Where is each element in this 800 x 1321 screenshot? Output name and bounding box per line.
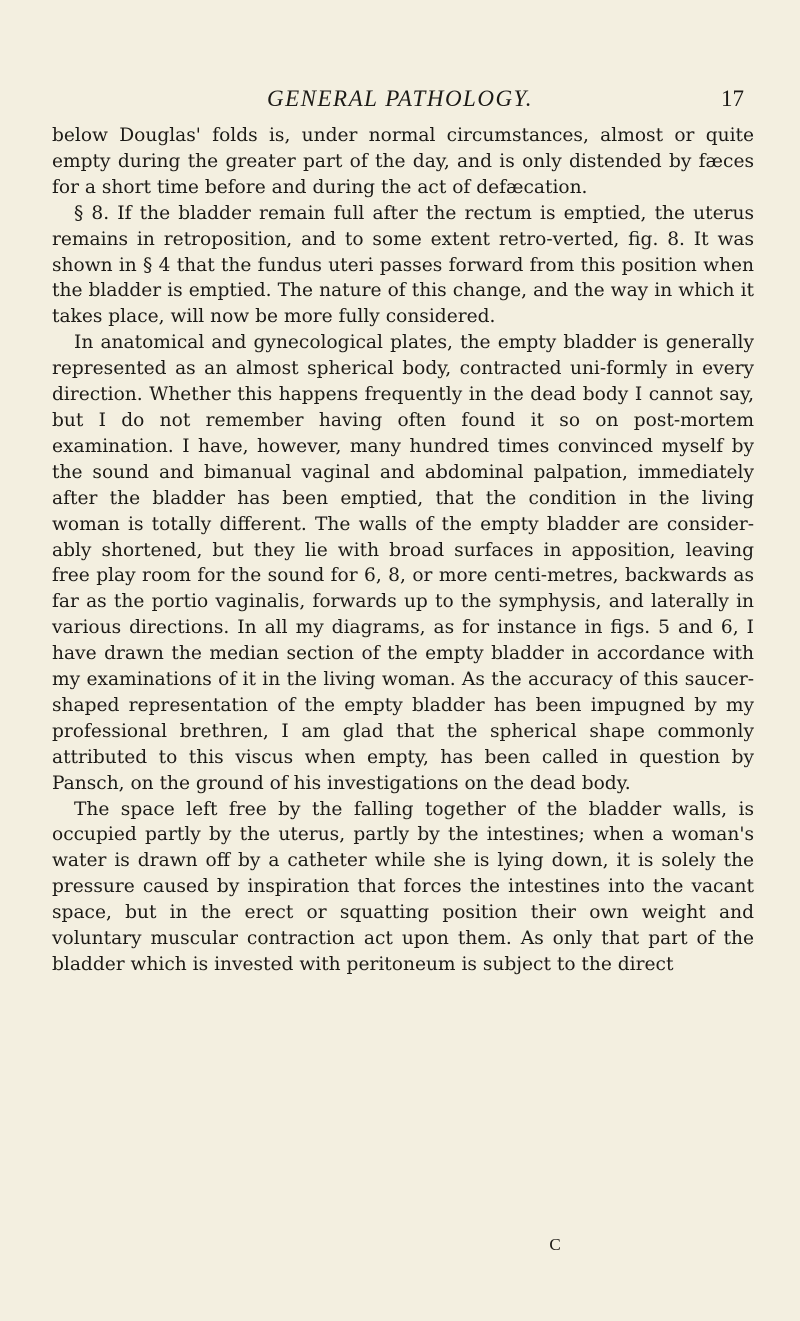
paragraph-vacant-space: The space left free by the falling together of the bladder walls, is occupied partly by the uterus, partly by the intestines; when a woman's water is drawn off by a catheter while she is lying down, it is solely the pressure caused by inspiration that forces the intestines into the vacant space, but in the erect or squatting position their own weight and voluntary muscular contraction act upon them. As only that part of the bladder which is invested with peritoneum is subject to the direct [52,798,754,975]
page-number: 17 [721,86,744,111]
signature-mark: C [549,1235,561,1254]
paragraph-empty-bladder: In anatomical and gynecological plates, the empty bladder is generally represented as an almost spherical body, contracted uni-formly in every direction. Whether this happens frequently in the dead body I cannot say, but I do not remember having often found it so on post-mortem examination. I have, however, many hundred times convinced myself by the sound and bimanual vaginal and abdominal palpation, immediately after the bladder has been emptied, that the condition in the living woman is totally different. The walls of the empty bladder are consider-ably shortened, but they lie with broad surfaces in apposition, leaving free play room for the sound for 6, 8, or more centi-metres, backwards as far as the portio vaginalis, forwards up to the symphysis, and laterally in various directions. In all my diagrams, as for instance in figs. 5 and 6, I have drawn the median section of the empty bladder in accordance with my examinations of it in the living woman. As the accuracy of this saucer-shaped representation of the empty bladder has been impugned by my professional brethren, I am glad that the spherical shape commonly attributed to this viscus when empty, has been called in question by Pansch, on the ground of his investigations on the dead body. [52,332,754,794]
running-head [0,84,800,114]
body-text [52,123,754,978]
paragraph-continuation: below Douglas' folds is, under normal circumstances, almost or quite empty during the greater part of the day, and is only distended by fæces for a short time before and during the act of defæcation. [52,125,754,198]
paragraph-section-8: § 8. If the bladder remain full after the rectum is emptied, the uterus remains in retroposition, and to some extent retro-verted, fig. 8. It was shown in § 4 that the fundus uteri passes forward from this position when the bladder is emptied. The nature of this change, and the way in which it takes place, will now be more fully considered. [52,202,754,328]
running-title: GENERAL PATHOLOGY. [266,86,533,111]
